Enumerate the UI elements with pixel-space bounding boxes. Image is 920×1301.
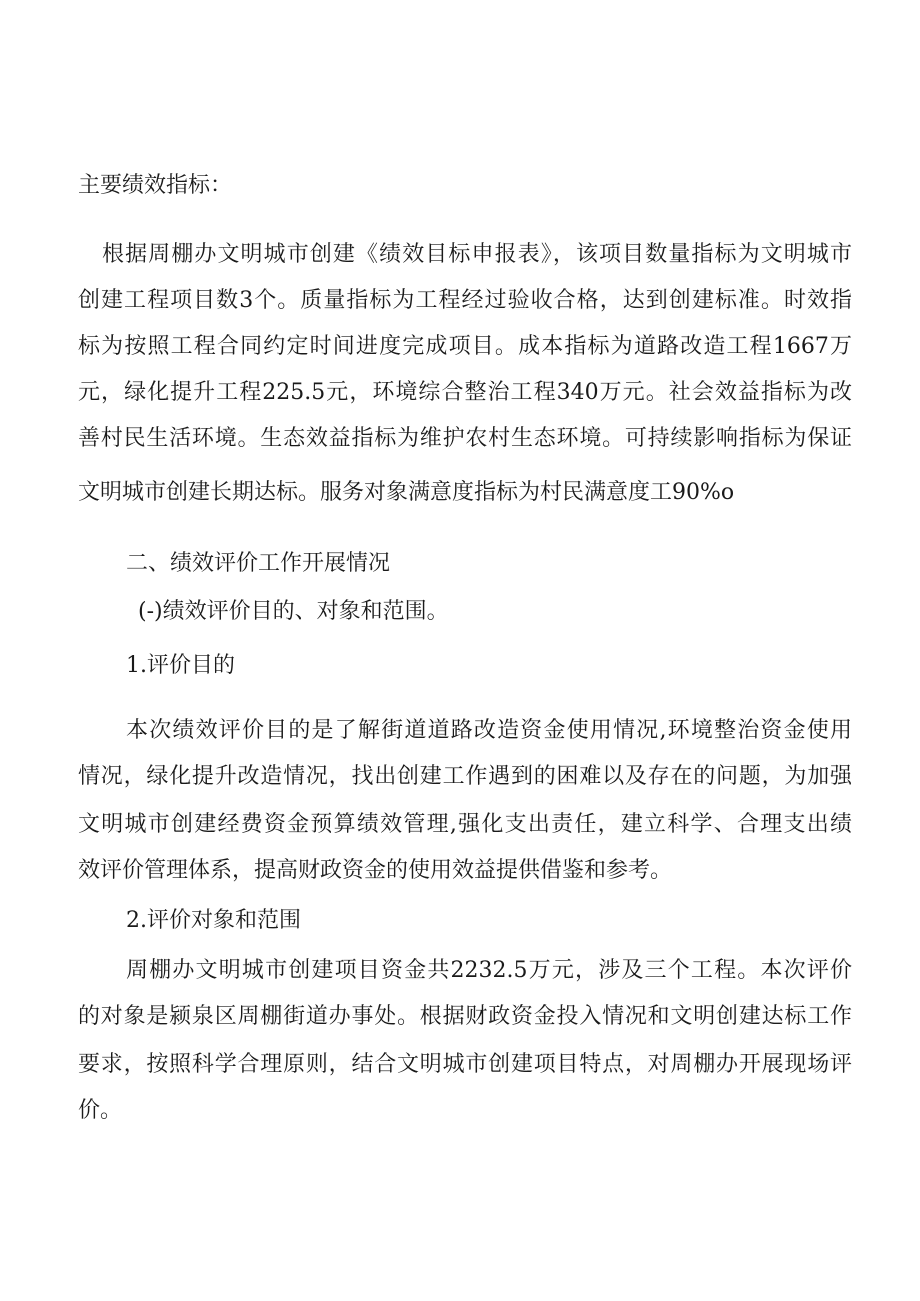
paragraph-line: 的对象是颍泉区周棚街道办事处。根据财政资金投入情况和文明创建达标工作: [78, 1004, 852, 1029]
main-indicators-label: 主要绩效指标：: [78, 173, 233, 198]
paragraph-line: 本次绩效评价目的是了解街道道路改造资金使用情况,环境整治资金使用: [126, 718, 852, 743]
paragraph-line: 根据周棚办文明城市创建《绩效目标申报表》，该项目数量指标为文明城市: [102, 242, 852, 267]
paragraph-line: 价。: [78, 1098, 123, 1123]
item-heading-scope: 2.评价对象和范围: [126, 908, 301, 933]
paragraph-line: 元，绿化提升工程225.5元，环境综合整治工程340万元。社会效益指标为改: [78, 380, 852, 405]
section-heading: 二、绩效评价工作开展情况: [126, 551, 391, 576]
subsection-heading: (-)绩效评价目的、对象和范围。: [138, 599, 449, 624]
paragraph-line: 周棚办文明城市创建项目资金共2232.5万元，涉及三个工程。本次评价: [126, 958, 852, 983]
paragraph-line: 文明城市创建长期达标。服务对象满意度指标为村民满意度工90%o: [78, 480, 735, 505]
paragraph-line: 创建工程项目数3个。质量指标为工程经过验收合格，达到创建标准。时效指: [78, 288, 852, 313]
item-heading-purpose: 1.评价目的: [126, 653, 235, 678]
paragraph-line: 效评价管理体系，提高财政资金的使用效益提供借鉴和参考。: [78, 858, 673, 883]
paragraph-line: 文明城市创建经费资金预算绩效管理,强化支出责任，建立科学、合理支出绩: [78, 812, 852, 837]
paragraph-line: 要求，按照科学合理原则，结合文明城市创建项目特点，对周棚办开展现场评: [78, 1052, 852, 1077]
paragraph-line: 情况，绿化提升改造情况，找出创建工作遇到的困难以及存在的问题，为加强: [78, 764, 852, 789]
paragraph-line: 善村民生活环境。生态效益指标为维护农村生态环境。可持续影响指标为保证: [78, 426, 852, 451]
paragraph-line: 标为按照工程合同约定时间进度完成项目。成本指标为道路改造工程1667万: [78, 334, 852, 359]
